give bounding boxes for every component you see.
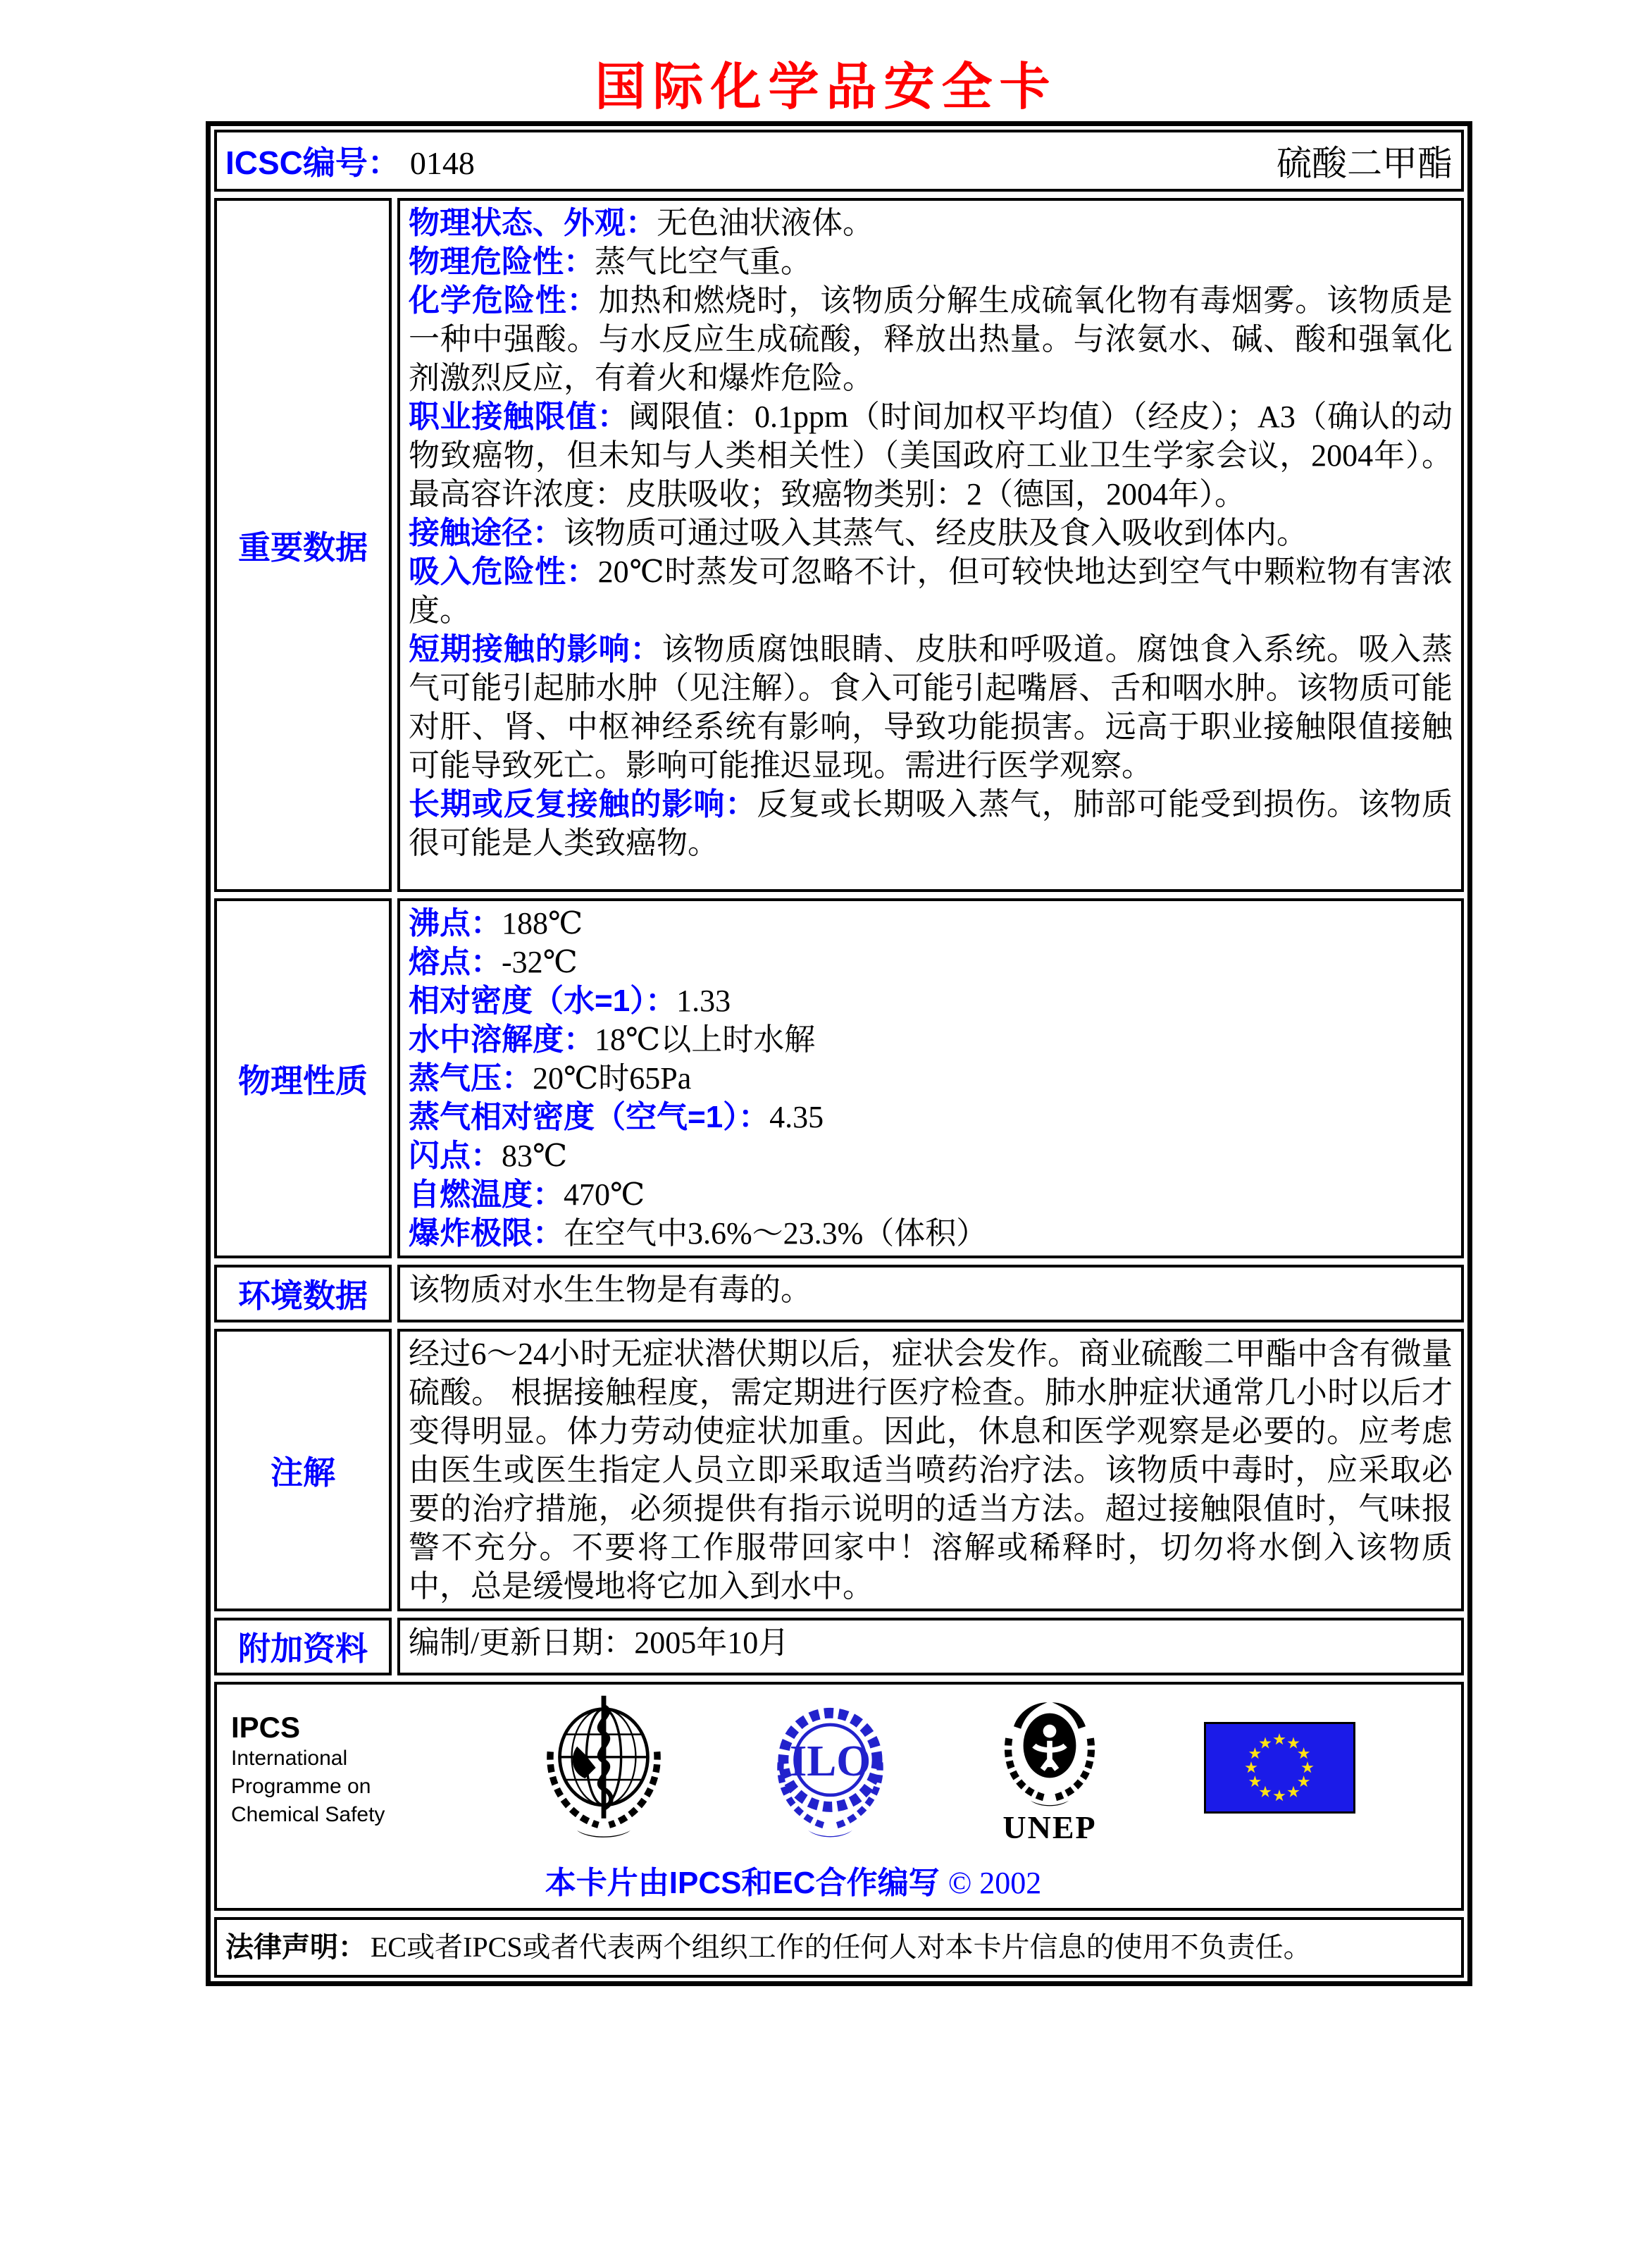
section-label-environmental-data xyxy=(214,1265,392,1322)
eu-flag-icon xyxy=(1204,1722,1355,1817)
credit-line xyxy=(231,1857,1355,1902)
item-key: 闪点： xyxy=(409,1139,502,1173)
physical-properties-content xyxy=(397,898,1464,1258)
update-date-label: 编制/更新日期： xyxy=(409,1625,635,1660)
legal-cell xyxy=(214,1917,1464,1978)
item-key: 熔点： xyxy=(409,945,502,979)
item-key: 蒸气相对密度（空气=1）： xyxy=(409,1100,770,1134)
icsc-card xyxy=(206,121,1472,1986)
item-value: 20℃时蒸发可忽略不计，但可较快地达到空气中颗粒物有害浓度。 xyxy=(409,554,1453,628)
item-key: 沸点： xyxy=(409,906,502,941)
item-key: 蒸气压： xyxy=(409,1061,533,1096)
item-key: 物理状态、外观： xyxy=(409,206,657,240)
environmental-data-content xyxy=(397,1265,1464,1322)
important-data-content xyxy=(397,198,1464,892)
physical-property-item xyxy=(409,981,1453,1020)
physical-property-item xyxy=(409,1136,1453,1175)
ipcs-subtitle-line1: International xyxy=(231,1746,348,1770)
important-data-item xyxy=(409,630,1453,785)
icsc-number-label: ICSC编号： xyxy=(225,144,400,181)
icsc-number-value: 0148 xyxy=(409,145,475,181)
item-value: 18℃以上时水解 xyxy=(595,1022,816,1057)
item-key: 爆炸极限： xyxy=(409,1216,564,1251)
important-data-item xyxy=(409,514,1453,552)
important-data-item xyxy=(409,204,1453,242)
icsc-number-group xyxy=(225,137,475,184)
item-key: 物理危险性： xyxy=(409,244,595,279)
item-value: 蒸气比空气重。 xyxy=(595,244,812,279)
item-value: 阈限值：0.1ppm（时间加权平均值）（经皮）；A3（确认的动物致癌物，但未知与人类相关性）（美国政府工业卫生学家会议，2004年）。最高容许浓度：皮肤吸收；致癌物类别：2（德国，2004年）。 xyxy=(409,399,1453,512)
item-value: 20℃时65Pa xyxy=(533,1061,692,1096)
icsc-card-page xyxy=(0,59,1652,1986)
notes-label: 注解 xyxy=(271,1454,335,1491)
important-data-item xyxy=(409,281,1453,397)
item-value: 反复或长期吸入蒸气，肺部可能受到损伤。该物质很可能是人类致癌物。 xyxy=(409,787,1453,860)
physical-property-item xyxy=(409,904,1453,943)
credit-text: 本卡片由IPCS和EC合作编写 xyxy=(545,1866,940,1900)
section-label-additional-info xyxy=(214,1618,392,1675)
item-value: 4.35 xyxy=(769,1100,824,1134)
item-key: 短期接触的影响： xyxy=(409,632,662,667)
ilo-logo-icon xyxy=(765,1693,895,1846)
page-title: 国际化学品安全卡 xyxy=(595,59,1057,116)
section-label-important-data xyxy=(214,198,392,892)
item-key: 长期或反复接触的影响： xyxy=(409,787,757,822)
item-value: 1.33 xyxy=(676,984,731,1018)
item-key: 相对密度（水=1）： xyxy=(409,984,677,1018)
important-data-item xyxy=(409,397,1453,514)
ipcs-subtitle-line2: Programme on xyxy=(231,1774,371,1798)
notes-row xyxy=(214,1329,1464,1611)
copyright-text: © 2002 xyxy=(948,1866,1042,1900)
item-value: 无色油状液体。 xyxy=(657,206,874,240)
item-value: 188℃ xyxy=(502,906,583,941)
item-value: -32℃ xyxy=(502,945,578,979)
item-value: 该物质可通过吸入其蒸气、经皮肤及食入吸收到体内。 xyxy=(564,516,1308,550)
ipcs-name: IPCS xyxy=(231,1710,301,1744)
chemical-name: 硫酸二甲酯 xyxy=(1277,144,1453,183)
legal-text: EC或者IPCS或者代表两个组织工作的任何人对本卡片信息的使用不负责任。 xyxy=(371,1931,1312,1963)
section-label-notes xyxy=(214,1329,392,1611)
additional-info-label: 附加资料 xyxy=(238,1630,368,1667)
important-data-item xyxy=(409,552,1453,630)
section-label-physical-properties xyxy=(214,898,392,1258)
who-logo-icon xyxy=(537,1693,671,1846)
physical-property-item xyxy=(409,1098,1453,1136)
item-value: 加热和燃烧时，该物质分解生成硫氧化物有毒烟雾。该物质是一种中强酸。与水反应生成硫酸，释放出热量。与浓氨水、碱、酸和强氧化剂激烈反应，有着火和爆炸危险。 xyxy=(409,283,1453,395)
legal-label: 法律声明： xyxy=(225,1932,366,1963)
item-key: 化学危险性： xyxy=(409,283,599,318)
ipcs-subtitle-line3: Chemical Safety xyxy=(231,1802,385,1826)
logos-cell xyxy=(214,1682,1464,1911)
legal-row xyxy=(214,1917,1464,1978)
header-cell xyxy=(214,130,1464,192)
item-key: 职业接触限值： xyxy=(409,399,629,434)
physical-properties-row xyxy=(214,898,1464,1258)
legal-text-block xyxy=(225,1930,1312,1965)
notes-content xyxy=(397,1329,1464,1611)
additional-info-row xyxy=(214,1618,1464,1675)
item-value: 在空气中3.6%～23.3%（体积） xyxy=(564,1216,988,1251)
item-value: 470℃ xyxy=(564,1177,645,1212)
ipcs-text-block xyxy=(231,1711,442,1829)
notes-text: 经过6～24小时无症状潜伏期以后，症状会发作。商业硫酸二甲酯中含有微量硫酸。 根据接触程度，需定期进行医疗检查。肺水肿症状通常几小时以后才变得明显。体力劳动使症状加重。因此，休息和医学观察是必要的。应考虑由医生或医生指定人员立即采取适当喷药治疗法。该物质中毒时，应采取必要的治疗措施，必须提供有指示说明的适当方法。超过接触限值时，气味报警不充分。不要将工作服带回家中！溶解或稀释时，切勿将水倒入该物质中，总是缓慢地将它加入到水中。 xyxy=(409,1337,1453,1604)
physical-property-item xyxy=(409,1059,1453,1098)
physical-property-item xyxy=(409,1214,1453,1253)
item-key: 水中溶解度： xyxy=(409,1022,595,1057)
svg-text:ILO: ILO xyxy=(789,1736,871,1786)
additional-info-content xyxy=(397,1618,1464,1675)
item-key: 吸入危险性： xyxy=(409,554,598,589)
physical-properties-label: 物理性质 xyxy=(238,1062,368,1099)
unep-caption: UNEP xyxy=(1002,1809,1097,1845)
item-key: 自燃温度： xyxy=(409,1177,564,1212)
physical-property-item xyxy=(409,943,1453,981)
item-value: 该物质腐蚀眼睛、皮肤和呼吸道。腐蚀食入系统。吸入蒸气可能引起肺水肿（见注解）。食入可能引起嘴唇、舌和咽水肿。该物质可能对肝、肾、中枢神经系统有影响，导致功能损害。远高于职业接触限值接触可能导致死亡。影响可能推迟显现。需进行医学观察。 xyxy=(409,632,1453,783)
header-row xyxy=(214,130,1464,192)
item-key: 接触途径： xyxy=(409,516,564,550)
additional-info-text xyxy=(409,1623,1453,1662)
logos-row xyxy=(214,1682,1464,1911)
important-data-row xyxy=(214,198,1464,892)
environmental-data-row xyxy=(214,1265,1464,1322)
physical-property-item xyxy=(409,1175,1453,1214)
unep-logo-block xyxy=(990,1695,1110,1844)
important-data-item xyxy=(409,785,1453,862)
update-date-value: 2005年10月 xyxy=(634,1625,790,1660)
environmental-data-text: 该物质对水生生物是有毒的。 xyxy=(409,1272,812,1307)
logos-strip xyxy=(231,1693,1355,1846)
important-data-item xyxy=(409,242,1453,281)
important-data-label: 重要数据 xyxy=(238,528,368,566)
physical-property-item xyxy=(409,1020,1453,1059)
environmental-data-label: 环境数据 xyxy=(238,1277,368,1314)
item-value: 83℃ xyxy=(502,1139,568,1173)
